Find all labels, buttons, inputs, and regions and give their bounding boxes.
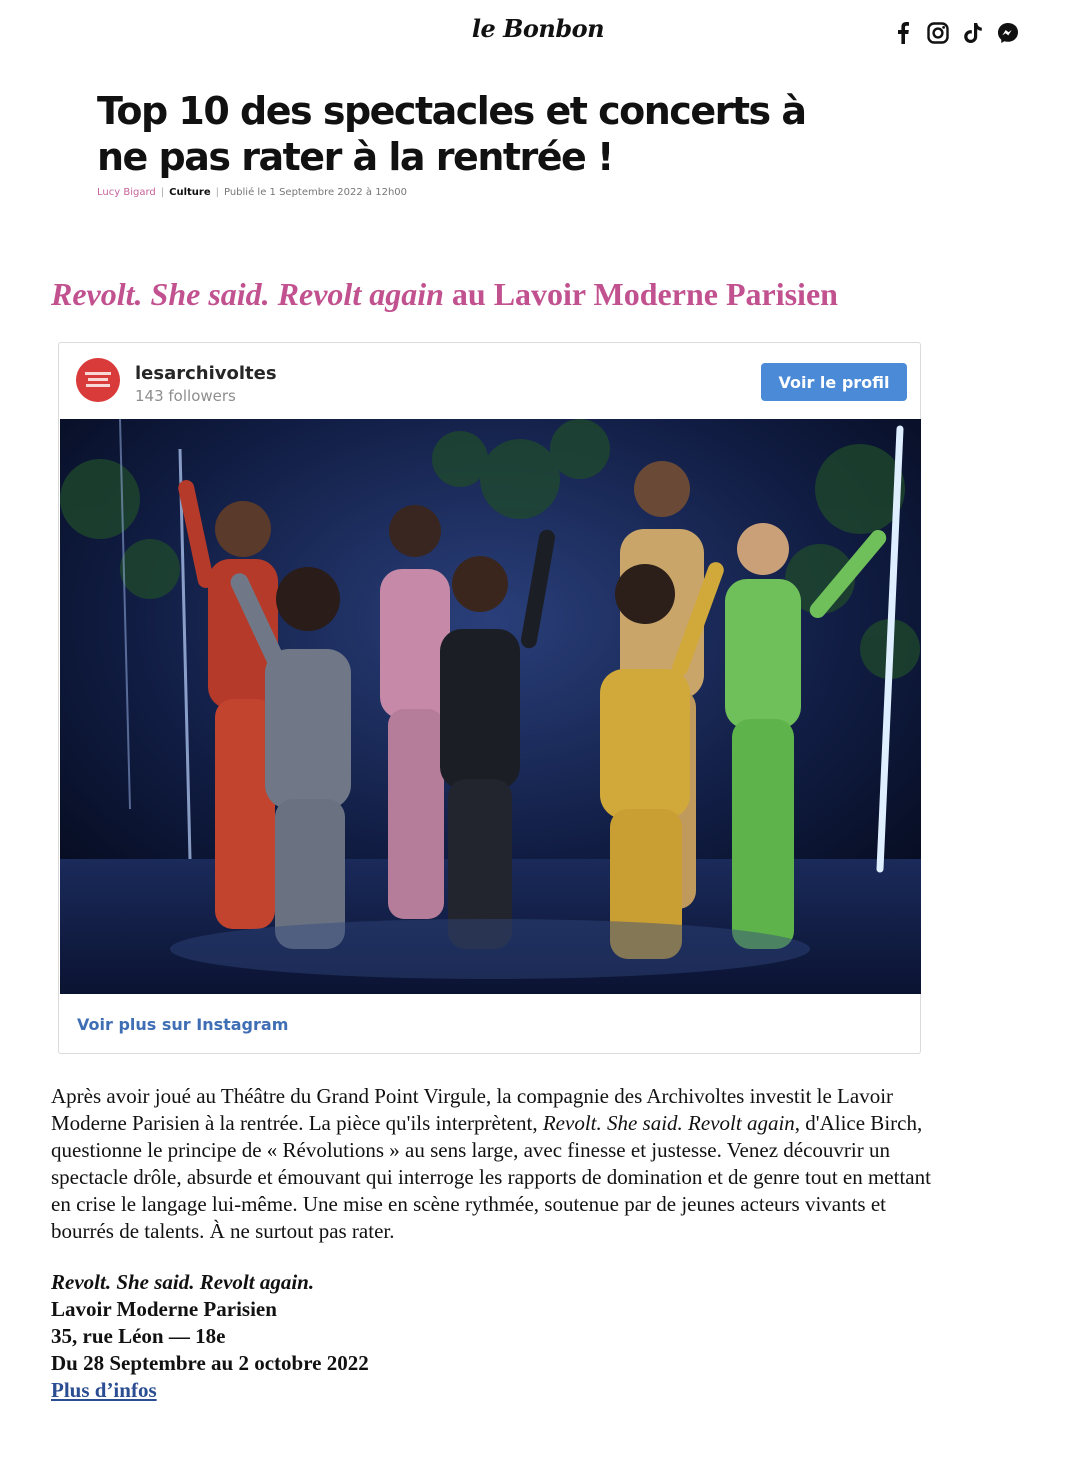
- author-name[interactable]: Lucy Bigard: [97, 187, 156, 198]
- follower-count: 143 followers: [135, 387, 236, 405]
- facebook-icon[interactable]: [890, 20, 916, 46]
- social-links: [890, 20, 1021, 46]
- category-link[interactable]: Culture: [169, 187, 211, 198]
- more-info-link[interactable]: Plus d’infos: [51, 1378, 157, 1402]
- article-text-part-2: , d'Alice Birch, questionne le principe de « Révolutions » au sens large, avec finesse et justesse. Venez découvrir un spectacle drôle, absurde et émouvant qui interroge les rapports de domination et de genre tout en mettant en crise le langage lui-même. Une mise en scène rythmée, soutenue par de jeunes acteurs vivants et bourrés de talents. À ne surtout pas rater.: [51, 1111, 931, 1243]
- info-show-title: Revolt. She said. Revolt again.: [51, 1270, 315, 1294]
- profile-avatar[interactable]: [76, 358, 120, 402]
- tiktok-icon[interactable]: [960, 20, 986, 46]
- messenger-icon[interactable]: [995, 20, 1021, 46]
- instagram-username[interactable]: lesarchivoltes: [135, 363, 277, 384]
- instagram-icon[interactable]: [925, 20, 951, 46]
- article-paragraph: [51, 1083, 931, 1245]
- practical-info: [51, 1269, 369, 1404]
- instagram-post-photo[interactable]: [60, 419, 921, 994]
- info-venue: Lavoir Moderne Parisien: [51, 1297, 277, 1321]
- view-profile-button[interactable]: Voir le profil: [761, 363, 907, 401]
- info-address: 35, rue Léon — 18e: [51, 1324, 226, 1348]
- instagram-embed: [58, 342, 921, 1054]
- publish-date: Publié le 1 Septembre 2022 à 12h00: [223, 187, 408, 198]
- article-headline: [97, 88, 917, 180]
- view-more-on-instagram-link[interactable]: Voir plus sur Instagram: [77, 1015, 289, 1034]
- site-logo[interactable]: le Bonbon: [471, 14, 605, 43]
- article-text-show-title: Revolt. She said. Revolt again: [542, 1111, 795, 1135]
- byline-divider: |: [215, 187, 219, 198]
- section-title-show: Revolt. She said. Revolt again: [51, 276, 444, 312]
- section-title: [51, 276, 838, 313]
- byline-divider: |: [160, 187, 165, 198]
- headline-line-2: ne pas rater à la rentrée !: [97, 135, 613, 179]
- article-text-part-1: Après avoir joué au Théâtre du Grand Point Virgule, la compagnie des Archivoltes investit le Lavoir Moderne Parisien à la rentrée. La pièce qu'ils interprètent,: [51, 1084, 894, 1135]
- headline-line-1: Top 10 des spectacles et concerts à: [97, 89, 806, 133]
- info-dates: Du 28 Septembre au 2 octobre 2022: [51, 1351, 369, 1375]
- byline: [97, 187, 407, 198]
- section-title-venue: au Lavoir Moderne Parisien: [443, 276, 838, 312]
- instagram-embed-header: [59, 343, 920, 419]
